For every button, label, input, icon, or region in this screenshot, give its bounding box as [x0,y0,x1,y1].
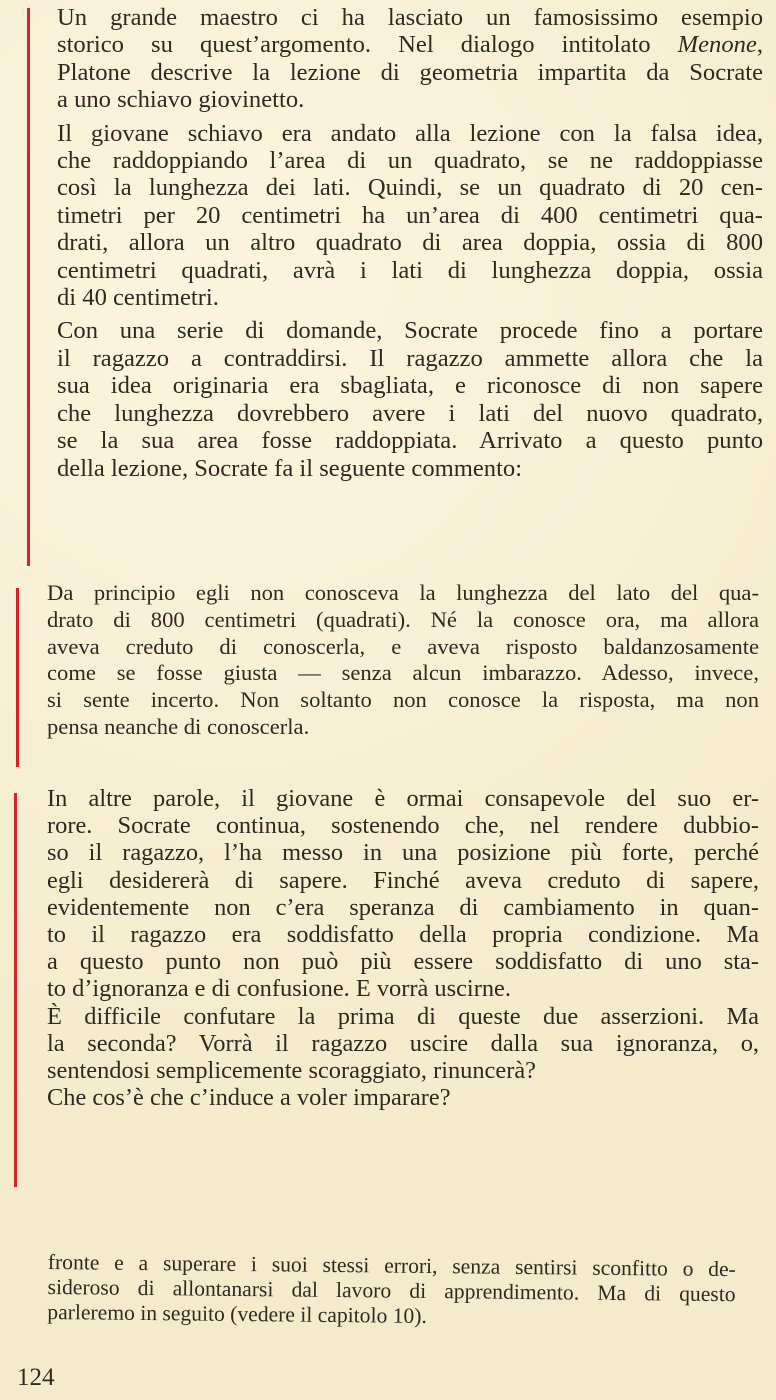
text-line: so il ragazzo, l’ha messo in una posizione più forte, perché [47,839,759,867]
text-line: rore. Socrate continua, sostenendo che, nel rendere dubbio- [47,812,759,840]
text-line: egli desidererà di sapere. Finché aveva creduto di sapere, [47,866,759,894]
text-line: come se fosse giusta — senza alcun imbarazzo. Adesso, invece, [47,660,759,686]
text-line: di 40 centimetri. [57,284,219,312]
text-line: sideroso di allontanarsi dal lavoro di apprendimento. Ma di questo [47,1274,736,1306]
paragraph [47,1084,759,1111]
text-line: Il giovane schiavo era andato alla lezione con la falsa idea, [57,119,763,147]
text-line: così la lunghezza dei lati. Quindi, se un quadrato di 20 cen- [57,174,763,202]
text-line: della lezione, Socrate fa il seguente commento: [57,454,523,482]
main-text-block [57,4,763,482]
text-line: centimetri quadrati, avrà i lati di lunghezza doppia, ossia [57,256,763,284]
text-line: il ragazzo a contraddirsi. Il ragazzo ammette allora che la [57,344,763,372]
text-line: che lunghezza dovrebbero avere i lati del nuovo quadrato, [57,399,763,427]
text-line: sua idea originaria era sbagliata, e riconosce di non sapere [57,372,763,400]
text-line: si sente incerto. Non soltanto non conosce la risposta, ma non [47,687,759,713]
text-line [57,31,763,58]
text-line: Che cos’è che c’induce a voler imparare? [47,1084,451,1112]
text-line: che raddoppiando l’area di un quadrato, se ne raddoppiasse [57,147,763,175]
text-span: storico su quest’argomento. Nel dialogo intitolato [57,31,678,59]
text-line: drato di 800 centimetri (quadrati). Né la conosce ora, ma allora [47,606,759,632]
text-line: Con una serie di domande, Socrate procede fino a portare [57,317,763,345]
text-line: to d’ignoranza e di confusione. E vorrà uscirne. [47,975,511,1003]
text-line: pensa neanche di conoscerla. [47,713,310,739]
text-line: Da principio egli non conosceva la lunghezza del lato del qua- [47,580,759,605]
text-line: sentendosi semplicemente scoraggiato, rinuncerà? [47,1057,536,1085]
text-line: timetri per 20 centimetri ha un’area di 400 centimetri qua- [57,201,763,229]
text-line: È difficile confutare la prima di queste due asserzioni. Ma [47,1002,759,1030]
text-line: fronte e a superare i suoi stessi errori, senza sentirsi sconfitto o de- [47,1250,736,1282]
margin-highlight-bar [27,8,30,566]
text-line: In altre parole, il giovane è ormai consapevole del suo er- [47,785,759,812]
paragraph [57,317,763,481]
text-span: , [756,31,763,59]
text-line: drati, allora un altro quadrato di area doppia, ossia di 800 [57,229,763,257]
text-line: evidentemente non c’era speranza di cambiamento in quan- [47,893,759,921]
paragraph [47,785,759,1003]
book-title: Menone [677,31,757,59]
paragraph [57,4,763,114]
text-line: se la sua area fosse raddoppiata. Arrivato a questo punto [57,427,763,455]
text-line: aveva creduto di conoscerla, e aveva risposto baldanzosamente [47,633,759,659]
footnote-block [47,1250,736,1332]
paragraph [57,120,763,312]
text-line: Un grande maestro ci ha lasciato un famosissimo esempio [57,4,763,31]
margin-highlight-bar [14,793,17,1187]
text-line: parleremo in seguito (vedere il capitolo 10). [47,1299,428,1328]
text-line: Platone descrive la lezione di geometria impartita da Socrate [57,58,763,86]
page-number: 124 [17,1364,55,1391]
paragraph [47,1003,759,1085]
text-line: to il ragazzo era soddisfatto della propria condizione. Ma [47,921,759,949]
text-line: a questo punto non può più essere soddisfatto di uno sta- [47,948,759,976]
quotation-block [47,580,759,741]
text-line: la seconda? Vorrà il ragazzo uscire dalla sua ignoranza, o, [47,1029,759,1057]
quote-highlight-bar [16,588,19,767]
text-line: a uno schiavo giovinetto. [57,86,305,114]
main-text-block [47,785,759,1111]
